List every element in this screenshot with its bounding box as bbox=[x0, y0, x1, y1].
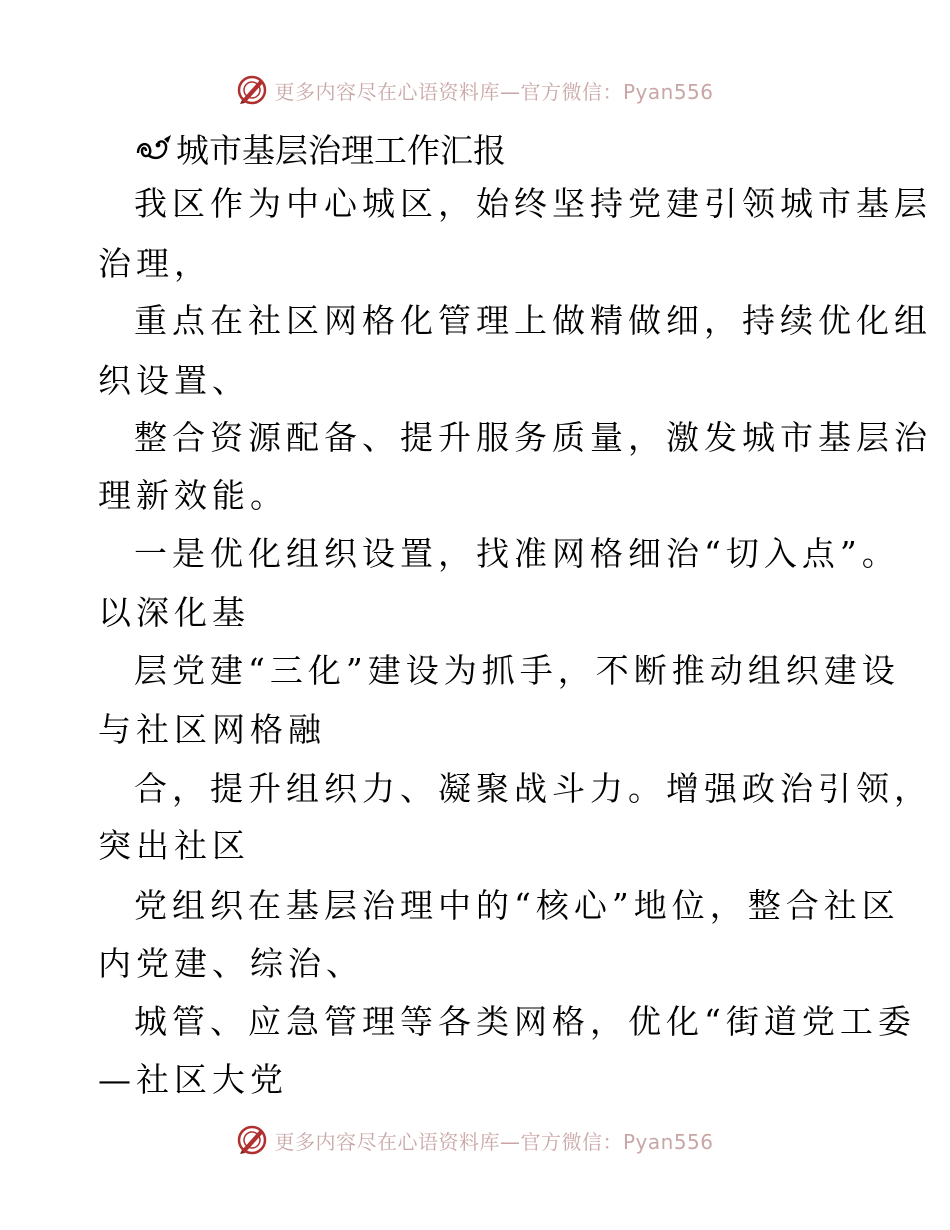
paragraph-line-7: 一是优化组织设置，找准网格细治“切入点”。 bbox=[134, 534, 900, 573]
paragraph-line-4: 织设置、 bbox=[98, 361, 250, 400]
pen-logo-icon bbox=[236, 1124, 268, 1156]
paragraph-line-14: 内党建、综治、 bbox=[98, 944, 364, 983]
paragraph-line-9: 层党建“三化”建设为抓手，不断推动组织建设 bbox=[134, 651, 900, 690]
watermark-dash: — bbox=[499, 79, 521, 104]
watermark-main: 更多内容尽在心语资料库 bbox=[274, 1129, 500, 1154]
watermark-main: 更多内容尽在心语资料库 bbox=[274, 79, 500, 104]
watermark-dash: — bbox=[499, 1129, 521, 1154]
paragraph-line-1: 我区作为中心城区，始终坚持党建引领城市基层 bbox=[134, 184, 932, 223]
title-text: 城市基层治理工作汇报 bbox=[176, 130, 506, 170]
watermark-text bbox=[274, 1126, 713, 1155]
watermark-header bbox=[0, 70, 950, 110]
paragraph-line-13: 党组织在基层治理中的“核心”地位，整合社区 bbox=[134, 886, 900, 925]
paragraph-line-15: 城管、应急管理等各类网格，优化“街道党工委 bbox=[134, 1002, 916, 1041]
paragraph-line-5: 整合资源配备、提升服务质量，激发城市基层治 bbox=[134, 418, 932, 457]
paragraph-line-12: 突出社区 bbox=[98, 826, 250, 865]
watermark-official: 官方微信： bbox=[520, 79, 623, 104]
watermark-text bbox=[274, 76, 713, 105]
paragraph-line-11: 合，提升组织力、凝聚战斗力。增强政治引领， bbox=[134, 769, 932, 808]
paragraph-line-3: 重点在社区网格化管理上做精做细，持续优化组 bbox=[134, 301, 932, 340]
watermark-footer bbox=[0, 1120, 950, 1160]
pen-logo-icon bbox=[236, 74, 268, 106]
paragraph-line-2: 治理， bbox=[98, 244, 212, 283]
watermark-id: Pyan556 bbox=[622, 1129, 714, 1154]
paragraph-line-8: 以深化基 bbox=[98, 593, 250, 632]
paragraph-line-6: 理新效能。 bbox=[98, 476, 288, 515]
watermark-id: Pyan556 bbox=[622, 79, 714, 104]
scroll-ornament-icon bbox=[134, 131, 174, 165]
paragraph-line-16: —社区大党 bbox=[98, 1060, 288, 1099]
watermark-official: 官方微信： bbox=[520, 1129, 623, 1154]
document-title bbox=[134, 124, 506, 172]
paragraph-line-10: 与社区网格融 bbox=[98, 710, 326, 749]
